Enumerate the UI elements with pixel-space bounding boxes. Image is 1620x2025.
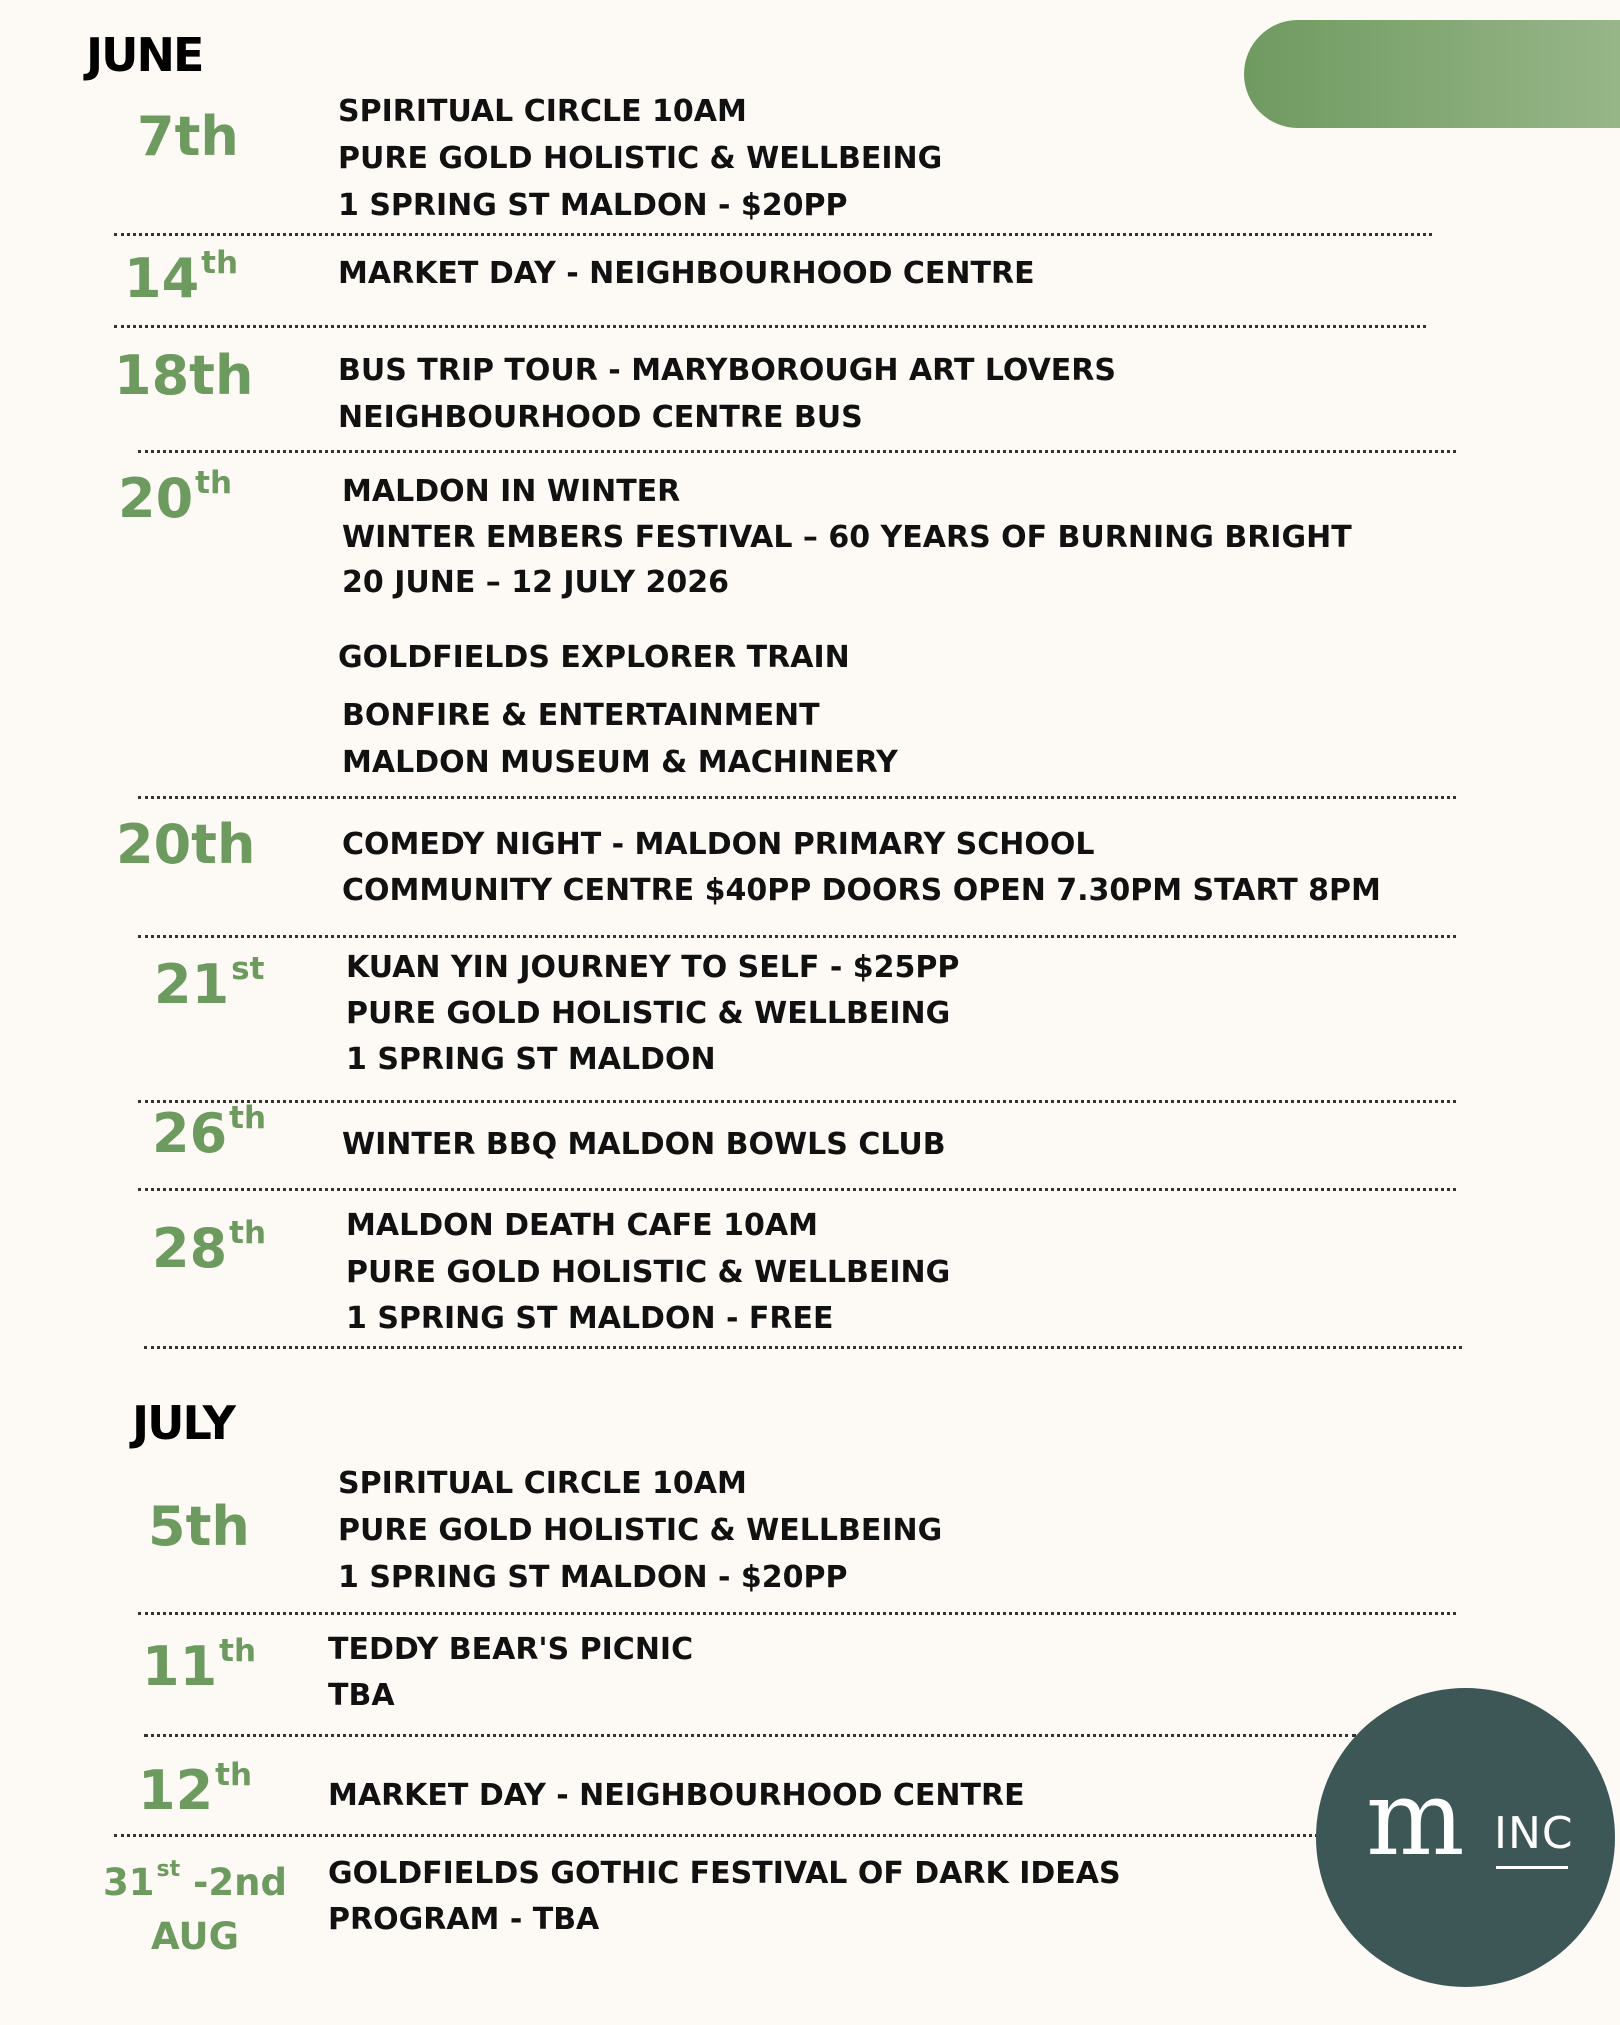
event-line: PROGRAM - TBA [328,1902,600,1937]
minc-logo [1316,1688,1615,1987]
month-heading-june: JUNE [86,28,203,82]
event-line: MALDON IN WINTER [342,474,681,509]
event-date: 11th [142,1633,257,1698]
event-date: 20th [118,465,233,530]
logo-suffix: INC [1494,1808,1574,1859]
event-line: 1 SPRING ST MALDON [346,1042,716,1077]
event-line: WINTER BBQ MALDON BOWLS CLUB [342,1127,946,1162]
green-tab-decoration [1244,20,1620,128]
event-line: PURE GOLD HOLISTIC & WELLBEING [338,1513,943,1548]
event-date-range: 31st -2nd AUG [103,1857,287,1958]
dotted-divider [144,1346,1462,1349]
event-line: 1 SPRING ST MALDON - FREE [346,1301,834,1336]
event-line: PURE GOLD HOLISTIC & WELLBEING [338,141,943,176]
event-line: SPIRITUAL CIRCLE 10AM [338,94,747,129]
event-date: 5th [148,1495,250,1558]
event-line: COMEDY NIGHT - MALDON PRIMARY SCHOOL [342,827,1095,862]
event-line: MALDON DEATH CAFE 10AM [346,1208,818,1243]
event-line: COMMUNITY CENTRE $40PP DOORS OPEN 7.30PM START 8PM [342,873,1381,908]
dotted-divider [138,1612,1456,1615]
event-date: 18th [114,344,254,407]
event-line: BUS TRIP TOUR - MARYBOROUGH ART LOVERS [338,353,1117,388]
month-heading-july: JULY [132,1396,234,1450]
dotted-divider [138,450,1456,453]
dotted-divider [114,233,1432,236]
event-line: 1 SPRING ST MALDON - $20PP [338,1560,848,1595]
event-line: BONFIRE & ENTERTAINMENT [342,698,820,733]
event-line: KUAN YIN JOURNEY TO SELF - $25PP [346,950,960,985]
event-line: TBA [328,1678,395,1713]
event-date: 7th [137,105,239,168]
event-date: 28th [152,1215,267,1280]
event-line: SPIRITUAL CIRCLE 10AM [338,1466,747,1501]
logo-underline [1496,1866,1568,1869]
event-line: PURE GOLD HOLISTIC & WELLBEING [346,1255,951,1290]
event-date: 26th [152,1100,267,1165]
event-line: MALDON MUSEUM & MACHINERY [342,745,898,780]
event-line: PURE GOLD HOLISTIC & WELLBEING [346,996,951,1031]
event-line: WINTER EMBERS FESTIVAL – 60 YEARS OF BURNING BRIGHT [342,520,1352,555]
logo-mark: m [1366,1757,1465,1879]
dotted-divider [114,325,1426,328]
event-date: 21st [154,951,265,1016]
event-line: MARKET DAY - NEIGHBOURHOOD CENTRE [338,256,1035,291]
event-line: MARKET DAY - NEIGHBOURHOOD CENTRE [328,1778,1025,1813]
event-date: 12th [138,1757,253,1822]
dotted-divider [138,1188,1456,1191]
event-line: GOLDFIELDS EXPLORER TRAIN [338,640,850,675]
dotted-divider [114,1834,1318,1837]
dotted-divider [138,1100,1456,1103]
dotted-divider [144,1734,1356,1737]
event-line: TEDDY BEAR'S PICNIC [328,1632,694,1667]
dotted-divider [138,935,1456,938]
event-date: 20th [116,813,256,876]
event-line: 1 SPRING ST MALDON - $20PP [338,188,848,223]
event-line: NEIGHBOURHOOD CENTRE BUS [338,400,863,435]
event-line: GOLDFIELDS GOTHIC FESTIVAL OF DARK IDEAS [328,1856,1121,1891]
event-line: 20 JUNE – 12 JULY 2026 [342,565,730,600]
dotted-divider [138,796,1456,799]
event-date: 14th [124,245,239,310]
